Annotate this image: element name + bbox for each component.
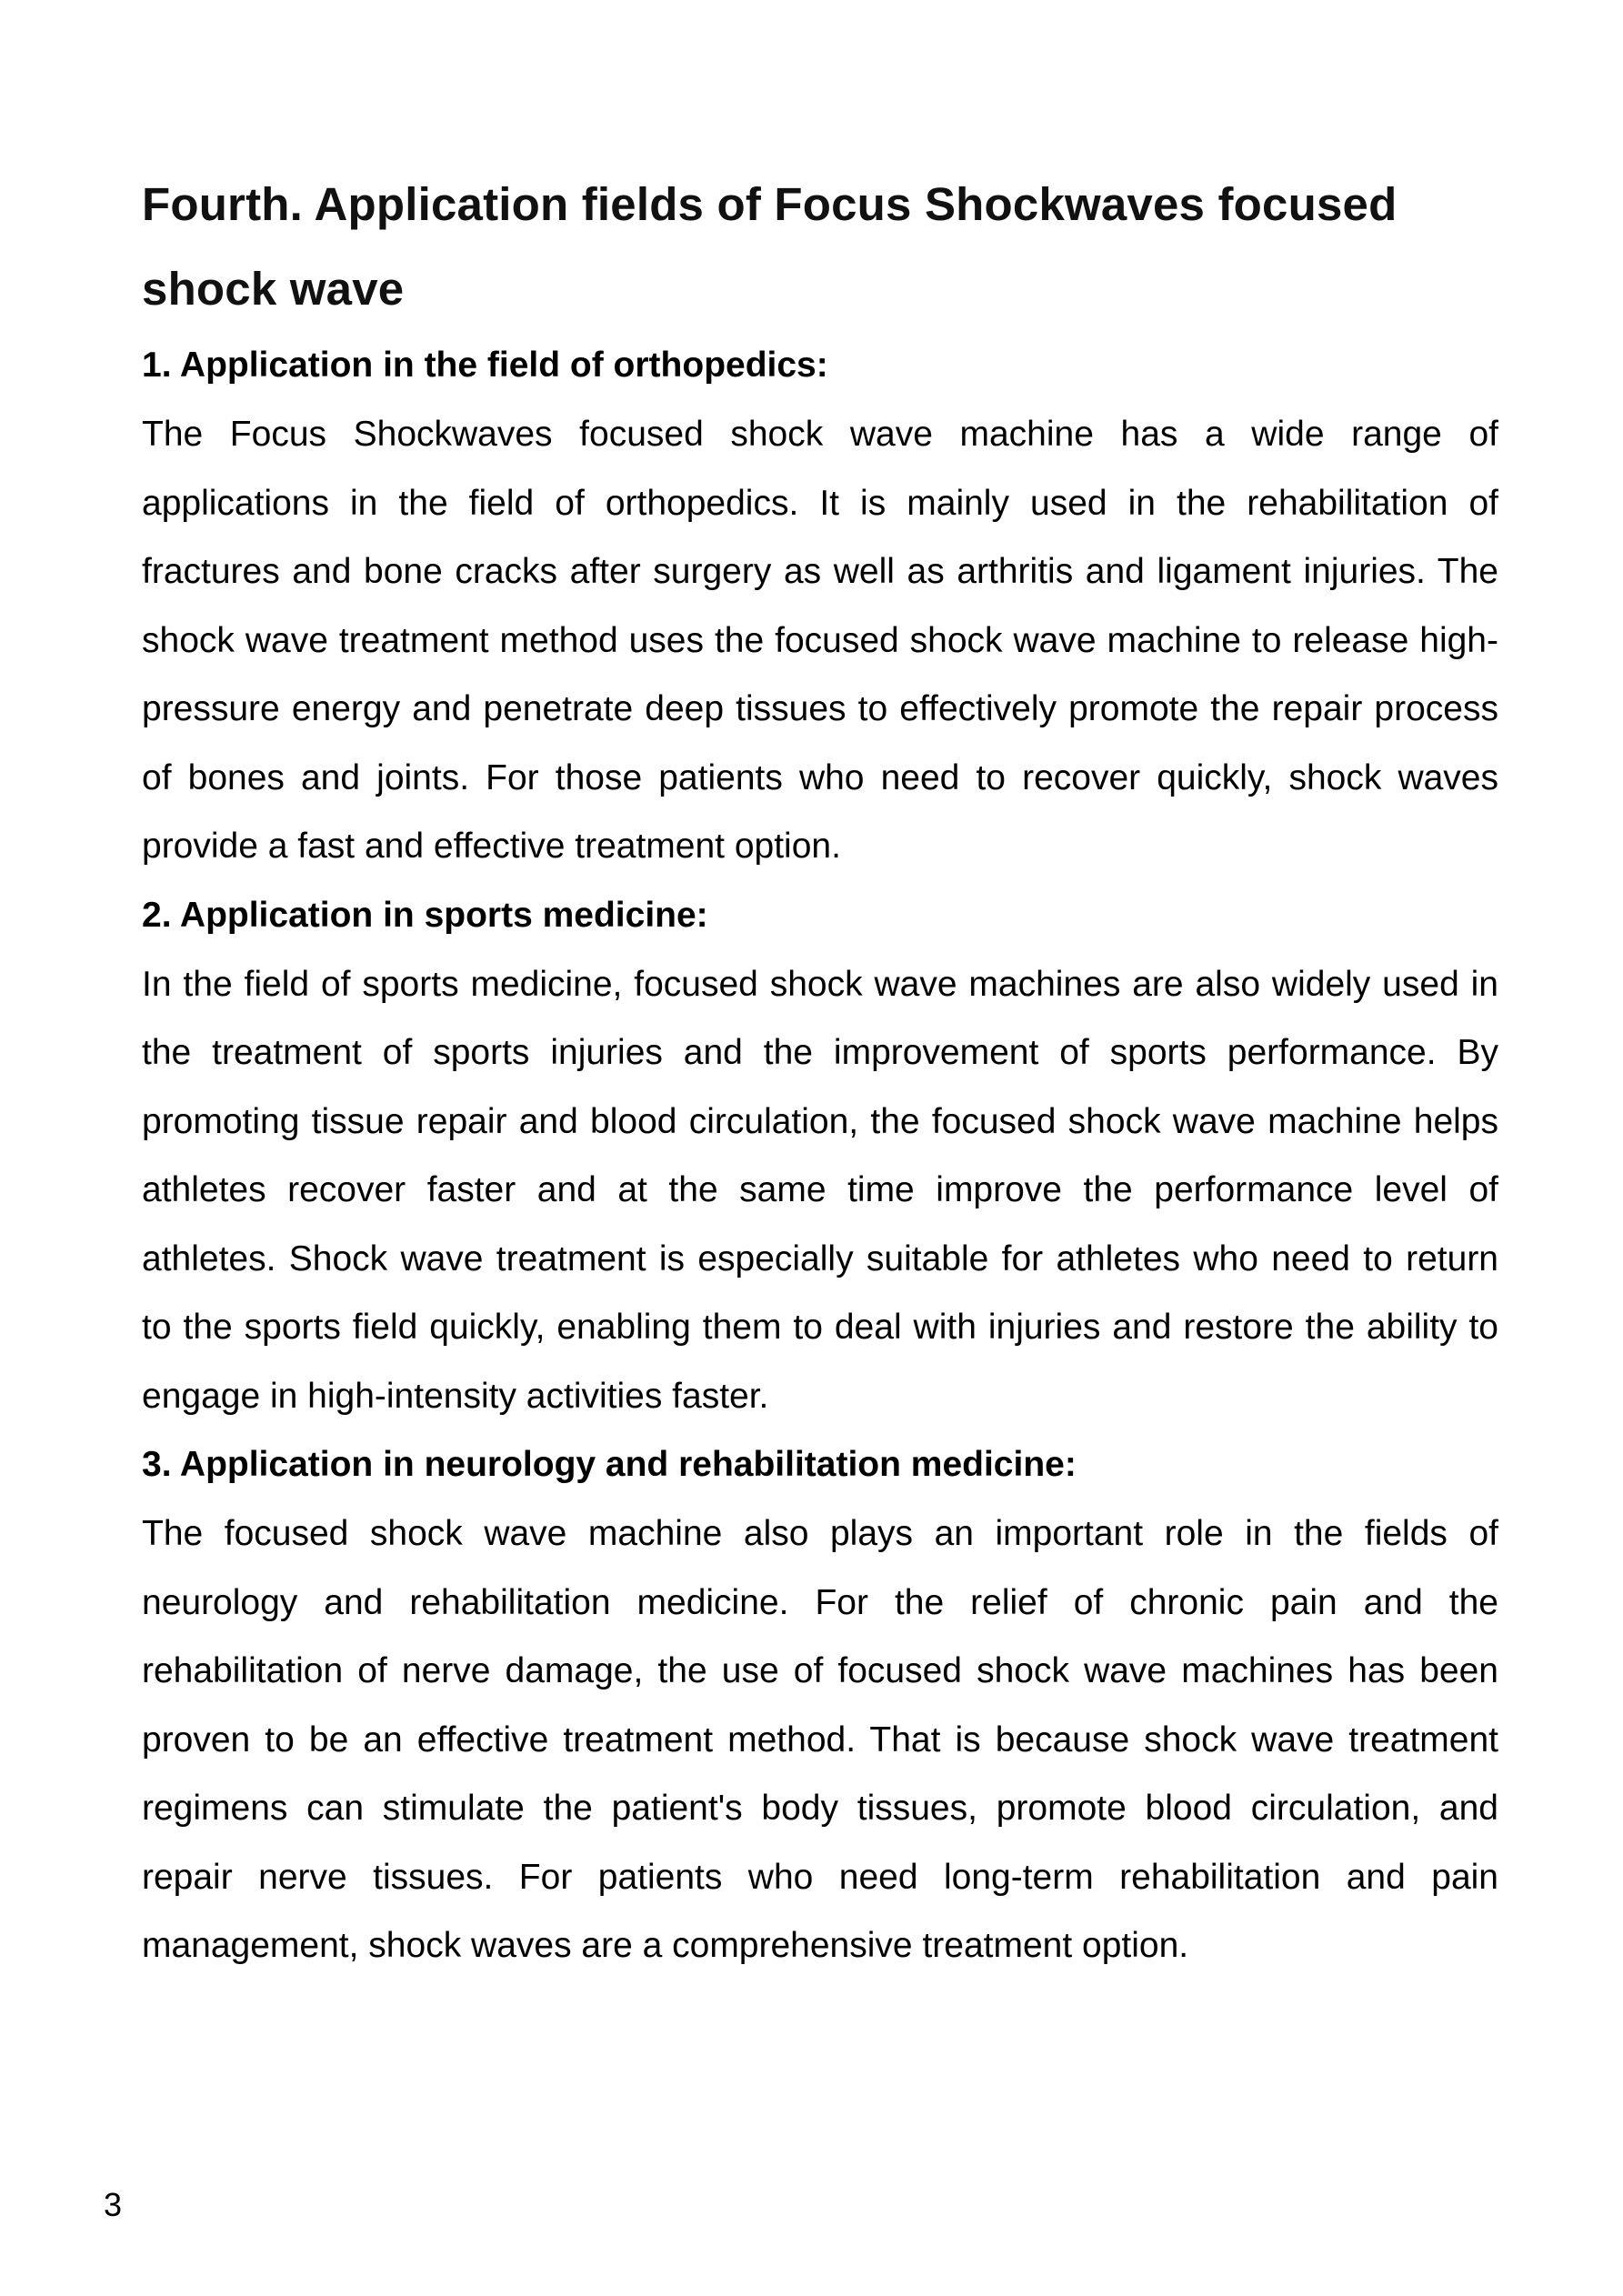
section-heading: 1. Application in the field of orthopedics: [142, 346, 828, 385]
section-heading: 3. Application in neurology and rehabilitation medicine: [142, 1445, 1077, 1484]
section-paragraph: In the field of sports medicine, focused shock wave machines are also widely used in the treatment of sports injuries and the improvement of sports performance. By promoting tissue repair and blood circulation, the focused shock wave machine helps athletes recover faster and at the same time improve the performance level of athletes. Shock wave treatment is especially suitable for athletes who need to return to the sports field quickly, enabling them to deal with injuries and restore the ability to engage in high-intensity activities faster. [142, 964, 1498, 1416]
section-paragraph: The Focus Shockwaves focused shock wave machine has a wide range of applications in the field of orthopedics. It is mainly used in the rehabilitation of fractures and bone cracks after surgery as well as arthritis and ligament injuries. The shock wave treatment method uses the focused shock wave machine to release high-pressure energy and penetrate deep tissues to effectively promote the repair process of bones and joints. For those patients who need to recover quickly, shock waves provide a fast and effective treatment option. [142, 415, 1498, 866]
section-paragraph: The focused shock wave machine also plays an important role in the fields of neurology and rehabilitation medicine. For the relief of chronic pain and the rehabilitation of nerve damage, the use of focused shock wave machines has been proven to be an effective treatment method. That is because shock wave treatment regimens can stimulate the patient's body tissues, promote blood circulation, and repair nerve tissues. For patients who need long-term rehabilitation and pain management, shock waves are a comprehensive treatment option. [142, 1514, 1498, 1965]
document-page [142, 162, 1498, 1980]
section-orthopedics [142, 331, 1498, 881]
section-sports-medicine [142, 881, 1498, 1431]
section-heading: 2. Application in sports medicine: [142, 895, 708, 935]
page-number: 3 [104, 2186, 123, 2223]
section-neurology-rehabilitation [142, 1430, 1498, 1980]
page-title: Fourth. Application fields of Focus Shockwaves focused shock wave [142, 178, 1398, 315]
